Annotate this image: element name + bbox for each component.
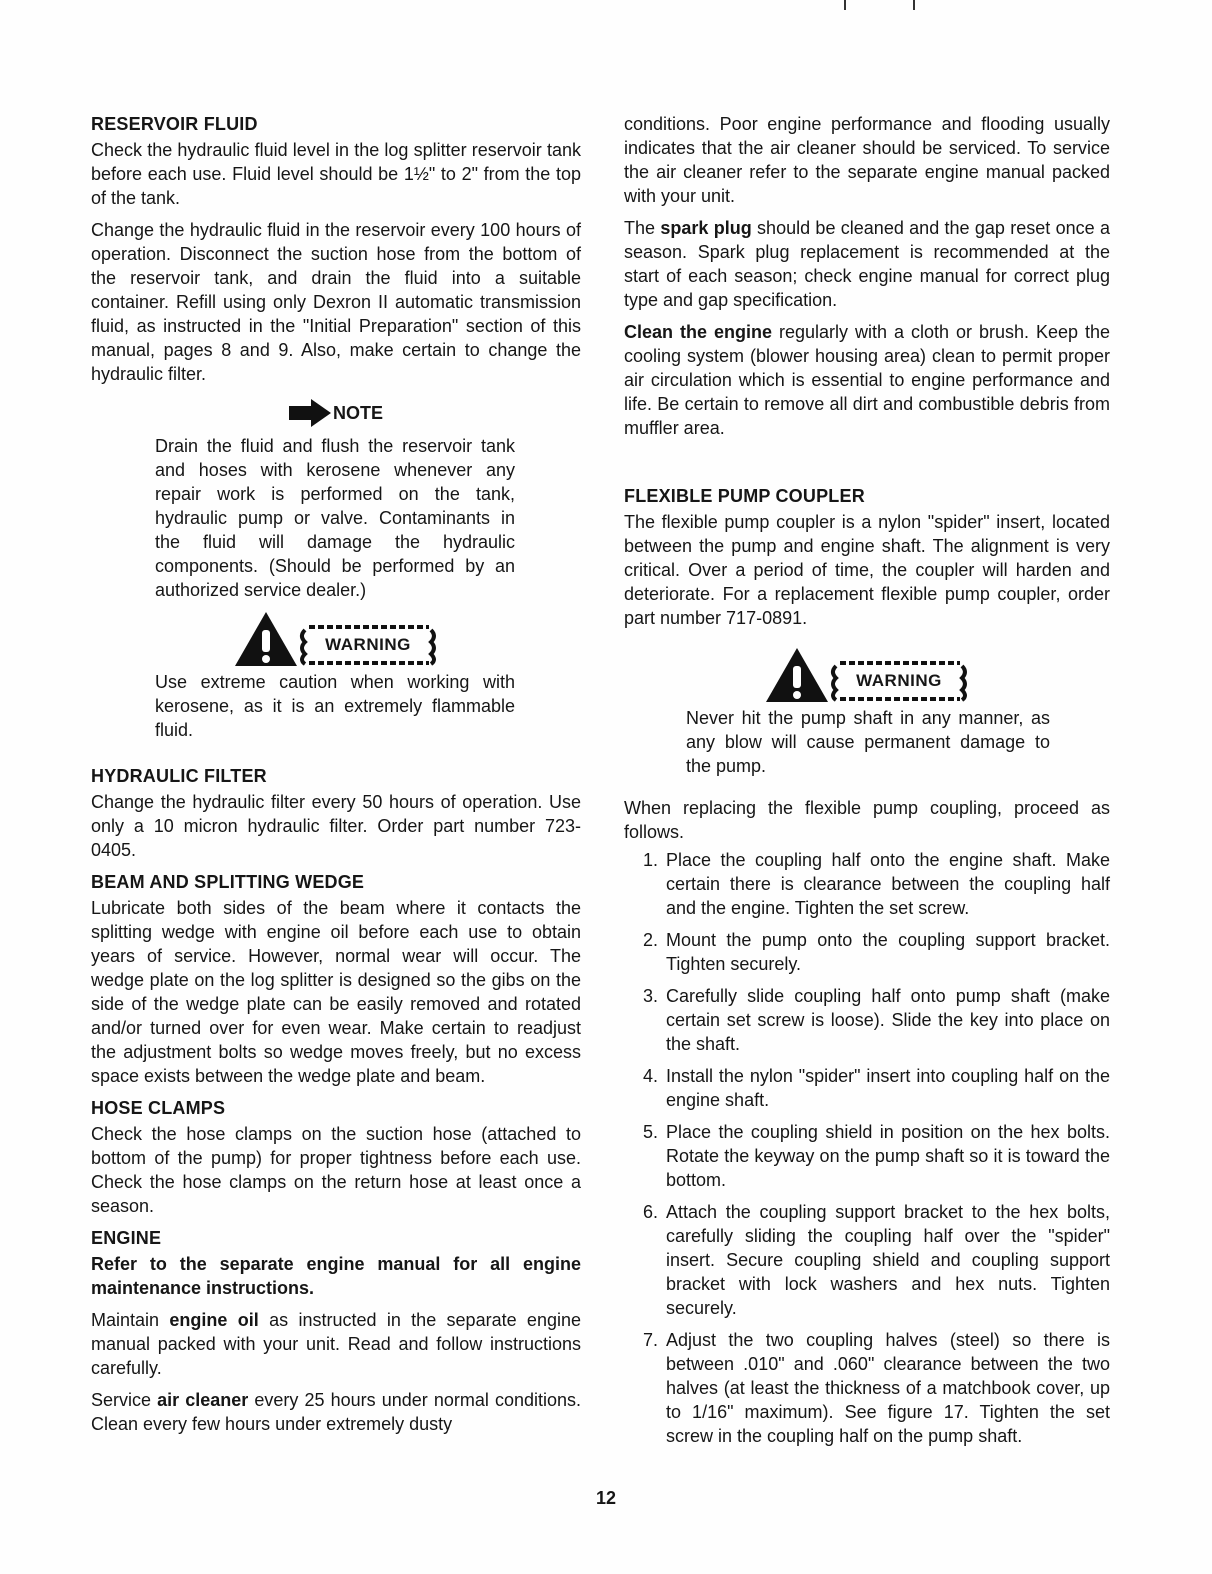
scan-mark <box>844 0 846 10</box>
right-column <box>624 112 1110 1456</box>
step-text: Place the coupling shield in position on the hex bolts. Rotate the keyway on the pump shaft so it is toward the bottom. <box>666 1122 1110 1190</box>
procedure-step <box>624 1120 1110 1192</box>
note-label: NOTE <box>332 402 383 423</box>
step-text: Mount the pump onto the coupling support bracket. Tighten securely. <box>666 930 1110 974</box>
step-text: Carefully slide coupling half onto pump shaft (make certain set screw is loose). Slide the key into place on the shaft. <box>666 986 1110 1054</box>
step-text: Install the nylon "spider" insert into coupling half on the engine shaft. <box>666 1066 1110 1110</box>
clean-engine-paragraph: Clean the engine regularly with a cloth or brush. Keep the cooling system (blower housing area) clean to permit proper air circulation which is essential to engine performance and life. Be certain to remove all dirt and combustible debris from muffler area. <box>624 322 1111 438</box>
warning-label: WARNING <box>325 635 411 654</box>
warning-text: Never hit the pump shaft in any manner, as any blow will cause permanent damage to the pump. <box>686 708 1050 776</box>
beam-paragraph: Lubricate both sides of the beam where it contacts the splitting wedge with engine oil before each use to obtain years of service. However, normal wear will occur. The wedge plate on the log splitter is designed so the gibs on the side of the wedge plate can be easily removed and rotated and/or turned over for even wear. Make certain to readjust the adjustment bolts so wedge moves freely, but no excess space exists between the wedge plate and beam. <box>91 898 581 1086</box>
warning-triangle-icon <box>764 646 830 704</box>
section-heading-flexible-pump-coupler: FLEXIBLE PUMP COUPLER <box>624 486 865 506</box>
warning-badge <box>828 658 970 704</box>
step-number: 4. <box>642 1066 658 1086</box>
air-cleaner-paragraph: Service air cleaner every 25 hours under normal conditions. Clean every few hours under extremely dusty <box>91 1390 581 1434</box>
warning-callout-header <box>91 610 581 668</box>
section-heading-hose-clamps: HOSE CLAMPS <box>91 1098 226 1118</box>
coupler-paragraph: The flexible pump coupler is a nylon "spider" insert, located between the pump and engine shaft. The alignment is very critical. Over a period of time, the coupler will harden and deteriorate. For a replacement flexible pump coupler, order part number 717-0891. <box>624 512 1110 628</box>
note-callout-header <box>91 398 581 428</box>
procedure-step <box>624 848 1110 920</box>
reservoir-paragraph-2: Change the hydraulic fluid in the reservoir every 100 hours of operation. Disconnect the suction hose from the bottom of the reservoir tank, and drain the fluid into a suitable container. Refill using only Dexron II automatic transmission fluid, as instructed in the "Initial Preparation" section of this manual, pages 8 and 9. Also, make certain to change the hydraulic filter. <box>91 220 581 384</box>
procedure-steps-list <box>624 848 1110 1448</box>
procedure-step <box>624 1064 1110 1112</box>
filter-paragraph: Change the hydraulic filter every 50 hours of operation. Use only a 10 micron hydraulic filter. Order part number 723-0405. <box>91 792 581 860</box>
step-number: 2. <box>642 930 658 950</box>
spark-plug-paragraph: The spark plug should be cleaned and the gap reset once a season. Spark plug replacement is recommended at the start of each season; check engine manual for correct plug type and gap specification. <box>624 218 1110 310</box>
engine-bold-paragraph: Refer to the separate engine manual for all engine maintenance instructions. <box>91 1254 581 1298</box>
left-column <box>91 112 581 1444</box>
warning-callout-header <box>624 646 1110 704</box>
procedure-step <box>624 1328 1110 1448</box>
hose-paragraph: Check the hose clamps on the suction hose (attached to bottom of the pump) for proper tightness before each use. Check the hose clamps on the return hose at least once a season. <box>91 1124 581 1216</box>
warning-text: Use extreme caution when working with kerosene, as it is an extremely flammable fluid. <box>155 672 515 740</box>
step-number: 7. <box>642 1330 658 1350</box>
section-heading-beam-wedge: BEAM AND SPLITTING WEDGE <box>91 872 365 892</box>
scan-mark <box>913 0 915 10</box>
engine-oil-paragraph: Maintain engine oil as instructed in the separate engine manual packed with your unit. Read and follow instructions carefully. <box>91 1310 581 1378</box>
procedure-step <box>624 984 1110 1056</box>
procedure-step <box>624 1200 1110 1320</box>
arrow-right-icon <box>289 398 331 428</box>
step-text: Attach the coupling support bracket to the hex bolts, carefully sliding the coupling half over the "spider" insert. Secure coupling shield and coupling support bracket with lock washers and hex nuts. Tighten securely. <box>666 1202 1110 1318</box>
continued-paragraph: conditions. Poor engine performance and flooding usually indicates that the air cleaner should be serviced. To service the air cleaner refer to the separate engine manual packed with your unit. <box>624 114 1110 206</box>
step-text: Adjust the two coupling halves (steel) so there is between .010" and .060" clearance between the two halves (at least the thickness of a matchbook cover, up to 1/16" maximum). See figure 17. Tighten the set screw in the coupling half on the pump shaft. <box>666 1330 1110 1446</box>
page-number: 12 <box>595 1488 617 1508</box>
step-number: 3. <box>642 986 658 1006</box>
procedure-step <box>624 928 1110 976</box>
section-heading-hydraulic-filter: HYDRAULIC FILTER <box>91 766 267 786</box>
warning-badge <box>297 622 439 668</box>
warning-label: WARNING <box>856 671 942 690</box>
step-text: Place the coupling half onto the engine shaft. Make certain there is clearance between the coupling half and the engine. Tighten the set screw. <box>666 850 1110 918</box>
step-number: 6. <box>642 1202 658 1222</box>
procedure-intro: When replacing the flexible pump coupling, proceed as follows. <box>624 798 1110 842</box>
section-heading-reservoir-fluid: RESERVOIR FLUID <box>91 114 258 134</box>
step-number: 1. <box>642 850 658 870</box>
step-number: 5. <box>642 1122 658 1142</box>
reservoir-paragraph-1: Check the hydraulic fluid level in the log splitter reservoir tank before each use. Fluid level should be 1½" to 2" from the top of the tank. <box>91 140 581 208</box>
note-text: Drain the fluid and flush the reservoir tank and hoses with kerosene whenever any repair work is performed on the tank, hydraulic pump or valve. Contaminants in the fluid will damage the hydraulic components. (Should be performed by an authorized service dealer.) <box>155 436 515 600</box>
warning-triangle-icon <box>233 610 299 668</box>
section-heading-engine: ENGINE <box>91 1228 162 1248</box>
